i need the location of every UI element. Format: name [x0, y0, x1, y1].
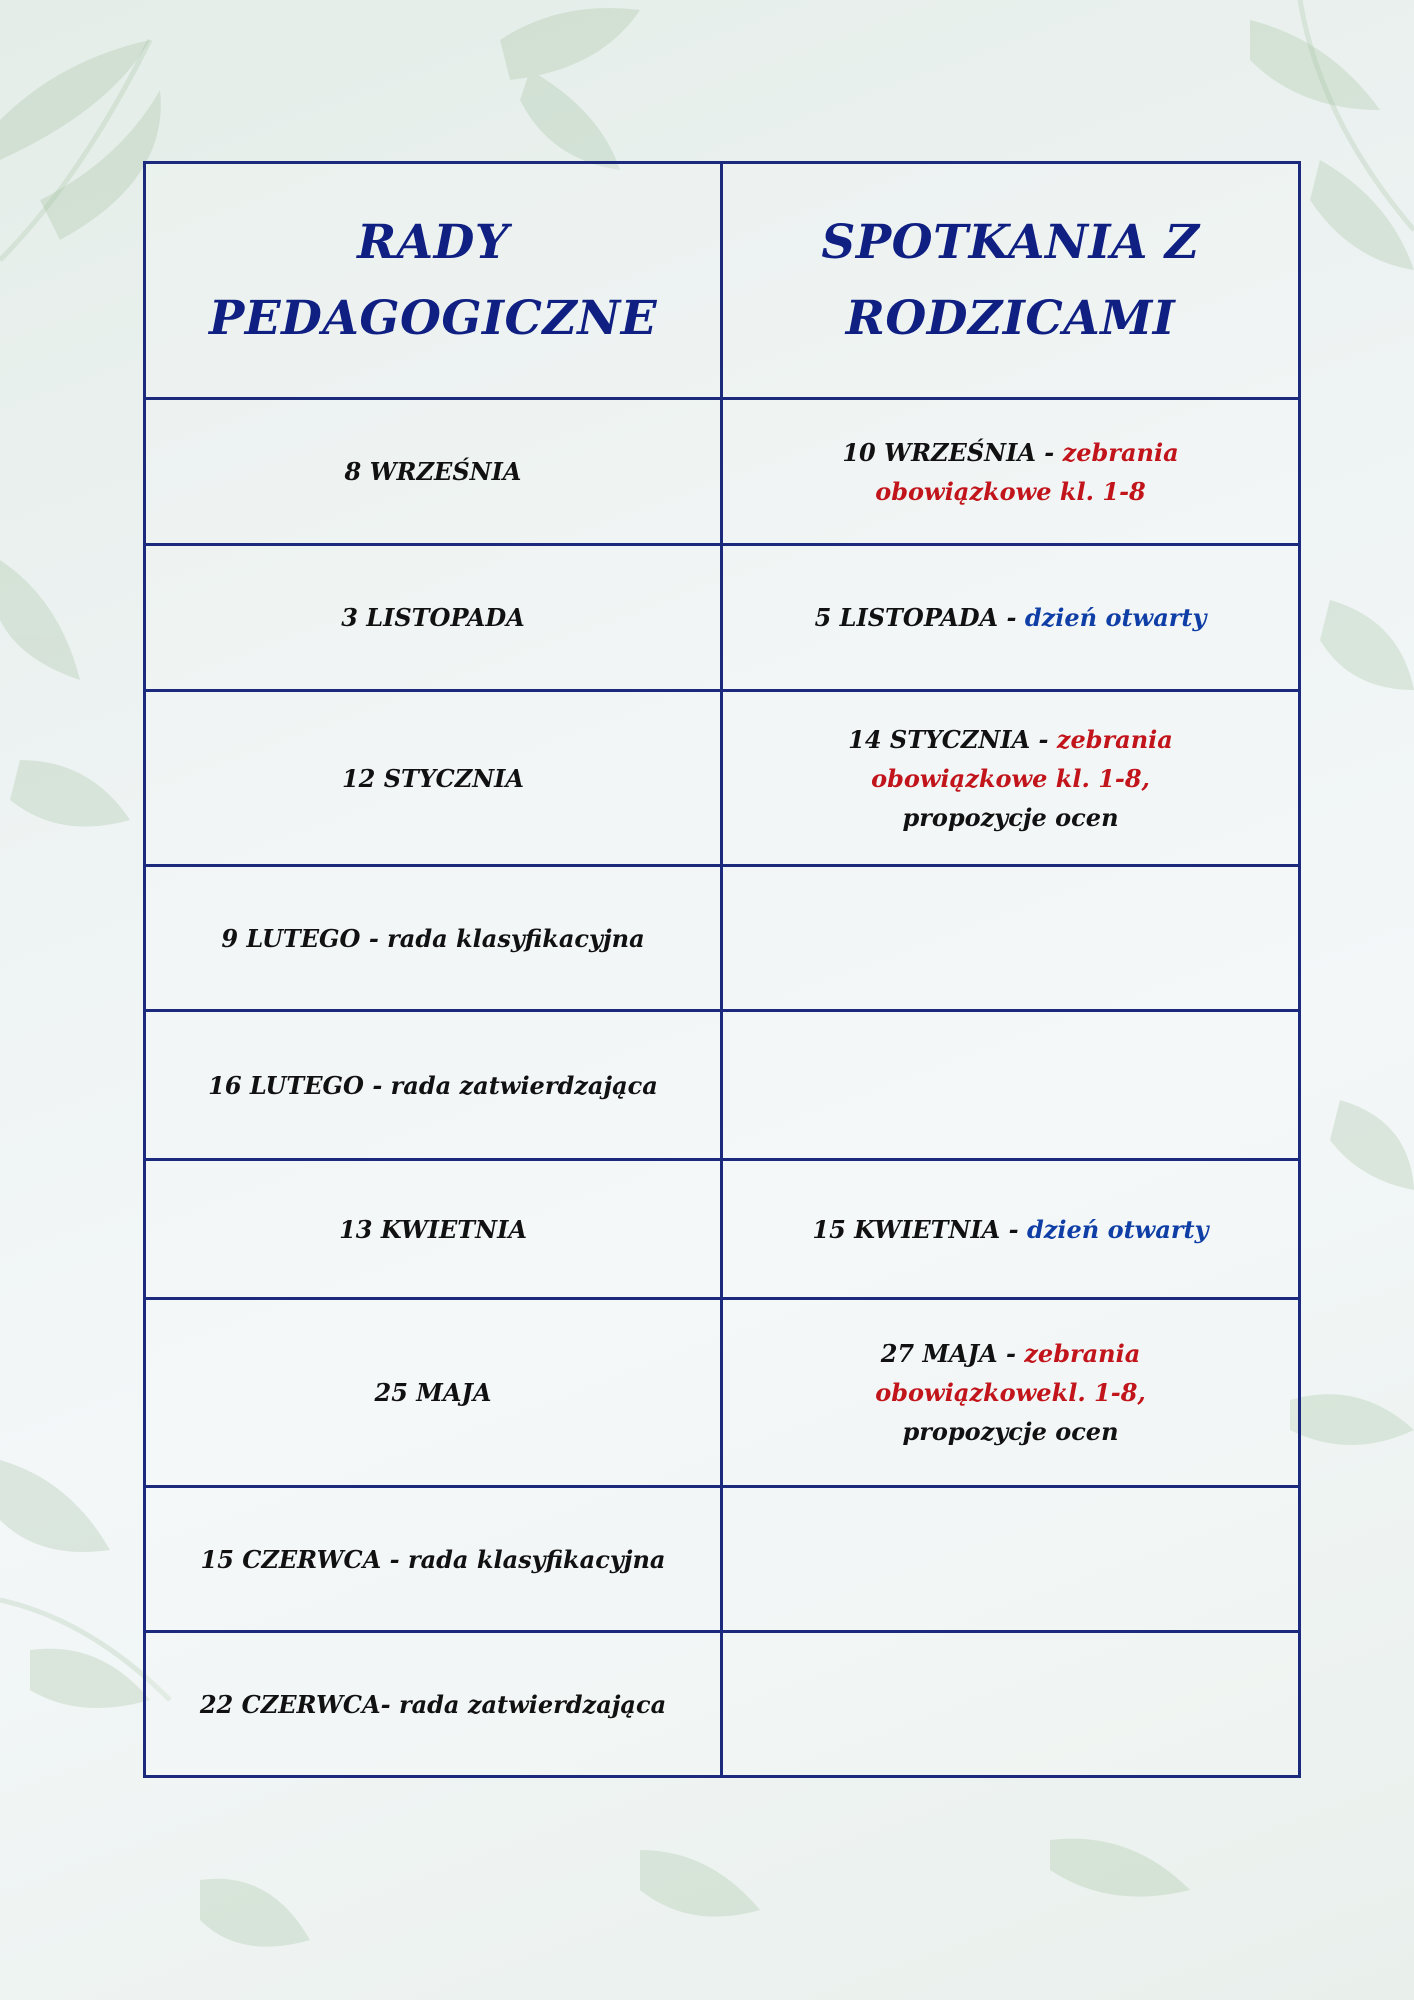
council-cell: [146, 1012, 723, 1161]
council-cell: [146, 1300, 723, 1488]
meeting-date: 10 WRZEŚNIA -: [842, 437, 1063, 467]
meeting-date: 5 LISTOPADA -: [814, 603, 1025, 632]
meeting-cell: [723, 546, 1298, 692]
meeting-cell: [723, 1300, 1298, 1488]
council-cell: [146, 546, 723, 692]
council-cell: [146, 867, 723, 1012]
meeting-event: dzień otwarty: [1024, 603, 1207, 632]
council-date: 3 LISTOPADA: [341, 603, 525, 632]
council-date: 8 WRZEŚNIA: [344, 457, 522, 486]
header-right-line2: RODZICAMI: [845, 290, 1176, 346]
meeting-note: propozycje ocen: [902, 802, 1119, 832]
header-teacher-councils: [146, 164, 723, 400]
schedule-table: [143, 161, 1301, 1778]
header-left-line2: PEDAGOGICZNE: [208, 290, 658, 346]
meeting-cell-empty: [723, 1012, 1298, 1161]
meeting-date: 27 MAJA -: [880, 1339, 1025, 1368]
header-parent-meetings: [723, 164, 1298, 400]
meeting-cell-empty: [723, 1488, 1298, 1633]
meeting-cell: [723, 400, 1298, 546]
council-cell: [146, 1161, 723, 1300]
meeting-date: 15 KWIETNIA -: [812, 1214, 1027, 1244]
meeting-event: zebrania: [1024, 1339, 1141, 1368]
council-date: 22 CZERWCA- rada zatwierdzająca: [199, 1689, 667, 1719]
meeting-event-detail: obowiązkowe kl. 1-8: [875, 476, 1146, 506]
meeting-event-detail: obowiązkowekl. 1-8,: [875, 1378, 1146, 1407]
meeting-cell: [723, 1161, 1298, 1300]
council-cell: [146, 1633, 723, 1775]
meeting-date: 14 STYCZNIA -: [848, 724, 1057, 754]
meeting-event: dzień otwarty: [1026, 1214, 1209, 1244]
header-right-line1: SPOTKANIA Z: [821, 214, 1200, 270]
meeting-event-detail: obowiązkowe kl. 1-8,: [871, 763, 1150, 793]
header-left-line1: RADY: [357, 214, 509, 270]
council-date: 15 CZERWCA - rada klasyfikacyjna: [200, 1544, 666, 1574]
council-date: 12 STYCZNIA: [341, 763, 525, 793]
meeting-cell-empty: [723, 1633, 1298, 1775]
council-cell: [146, 400, 723, 546]
meeting-event: zebrania: [1062, 437, 1179, 467]
meeting-event: zebrania: [1056, 724, 1173, 754]
council-cell: [146, 1488, 723, 1633]
council-date: 9 LUTEGO - rada klasyfikacyjna: [221, 923, 645, 953]
meeting-cell: [723, 692, 1298, 867]
council-date: 25 MAJA: [374, 1378, 492, 1407]
council-date: 16 LUTEGO - rada zatwierdzająca: [208, 1070, 658, 1100]
council-date: 13 KWIETNIA: [339, 1214, 527, 1244]
council-cell: [146, 692, 723, 867]
meeting-note: propozycje ocen: [902, 1417, 1119, 1446]
meeting-cell-empty: [723, 867, 1298, 1012]
